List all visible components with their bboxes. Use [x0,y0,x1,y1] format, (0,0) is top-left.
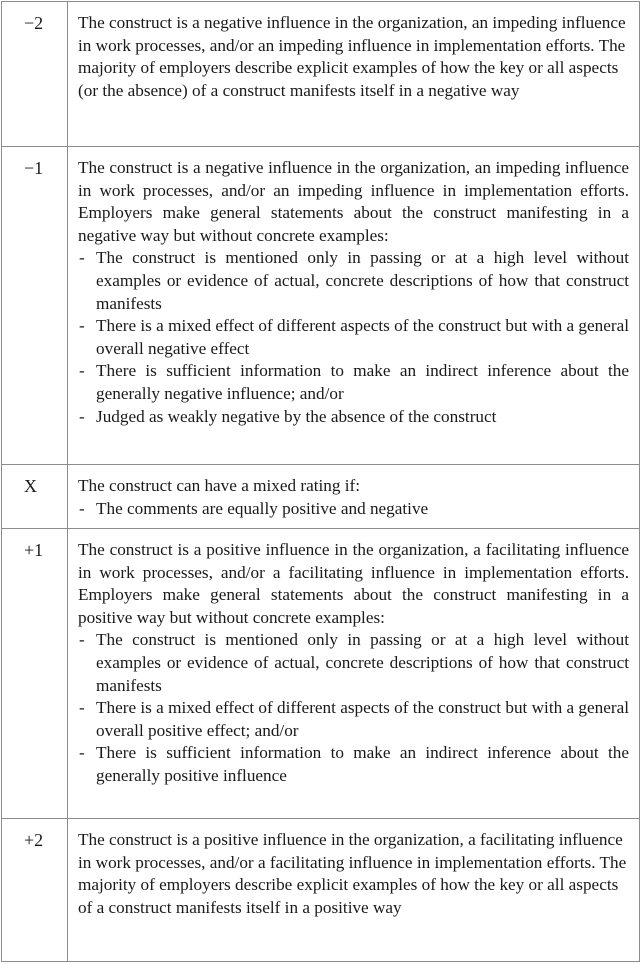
description-text: The construct is a negative influence in the organization, an impeding influence in work processes, and/or an impeding influence in implementation efforts. The majority of employers describe explicit examples of how the key or all aspects (or the absence) of a construct manifests itself in a negative way [78,13,626,100]
list-item: - The construct is mentioned only in passing or at a high level without examples or evidence of actual, concrete descriptions of how that construct manifests [78,629,629,697]
list-item: - There is sufficient information to make an indirect inference about the generally negative influence; and/or [78,360,629,405]
description-text: The construct is a positive influence in the organization, a facilitating influence in work processes, and/or a facilitating influence in implementation efforts. The majority of employers describe explicit examples of how the key or all aspects of a construct manifests itself in a positive way [78,830,627,917]
score-cell: X [2,465,68,529]
table-row [2,529,640,819]
list-item: - There is a mixed effect of different aspects of the construct but with a general overall positive effect; and/or [78,697,629,742]
description-cell [68,147,640,465]
bullet-list [78,498,629,521]
list-item: - There is sufficient information to make an indirect inference about the generally positive influence [78,742,629,787]
table-row [2,147,640,465]
description-cell [68,2,640,147]
description-cell [68,819,640,962]
score-cell: −2 [2,2,68,147]
list-item: - The construct is mentioned only in passing or at a high level without examples or evidence of actual, concrete descriptions of how that construct manifests [78,247,629,315]
description-text: The construct is a negative influence in the organization, an impeding influence in work processes, and/or an impeding influence in implementation efforts. Employers make general statements about the construct manifesting in a negative way but without concrete examples: [78,158,629,245]
list-item: - There is a mixed effect of different aspects of the construct but with a general overall negative effect [78,315,629,360]
rating-scale-table [1,1,640,962]
table-row [2,465,640,529]
score-cell: −1 [2,147,68,465]
bullet-list [78,247,629,428]
description-cell [68,529,640,819]
list-item: - The comments are equally positive and negative [78,498,629,521]
score-cell: +1 [2,529,68,819]
table-row [2,819,640,962]
list-item: - Judged as weakly negative by the absence of the construct [78,406,629,429]
description-cell [68,465,640,529]
description-text: The construct can have a mixed rating if: [78,476,361,495]
score-cell: +2 [2,819,68,962]
table-row [2,2,640,147]
bullet-list [78,629,629,787]
description-text: The construct is a positive influence in the organization, a facilitating influence in work processes, and/or a facilitating influence in implementation efforts. Employers make general statements about the construct manifesting in a positive way but without concrete examples: [78,540,629,627]
